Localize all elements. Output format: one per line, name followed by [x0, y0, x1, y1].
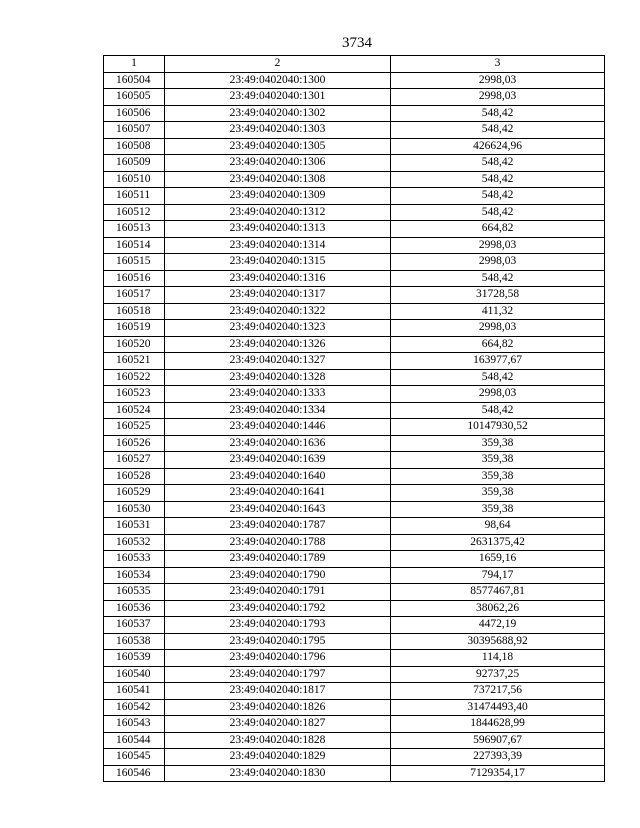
value-cell: 31728,58 [391, 287, 605, 304]
column-header-2: 2 [165, 56, 391, 73]
value-cell: 1844628,99 [391, 716, 605, 733]
value-cell: 2998,03 [391, 320, 605, 337]
value-cell: 92737,25 [391, 666, 605, 683]
table-row [104, 221, 605, 238]
value-cell: 227393,39 [391, 749, 605, 766]
value-cell: 664,82 [391, 221, 605, 238]
cadastral-number-cell: 23:49:0402040:1302 [165, 105, 391, 122]
table-row [104, 138, 605, 155]
table-row [104, 501, 605, 518]
cadastral-number-cell: 23:49:0402040:1333 [165, 386, 391, 403]
table-row [104, 336, 605, 353]
row-number-cell: 160542 [104, 699, 165, 716]
cadastral-number-cell: 23:49:0402040:1827 [165, 716, 391, 733]
value-cell: 548,42 [391, 402, 605, 419]
value-cell: 114,18 [391, 650, 605, 667]
cadastral-number-cell: 23:49:0402040:1300 [165, 72, 391, 89]
value-cell: 31474493,40 [391, 699, 605, 716]
value-cell: 10147930,52 [391, 419, 605, 436]
cadastral-number-cell: 23:49:0402040:1788 [165, 534, 391, 551]
table-row [104, 287, 605, 304]
cadastral-number-cell: 23:49:0402040:1446 [165, 419, 391, 436]
row-number-cell: 160514 [104, 237, 165, 254]
cadastral-number-cell: 23:49:0402040:1791 [165, 584, 391, 601]
table-row [104, 617, 605, 634]
table-row [104, 188, 605, 205]
value-cell: 794,17 [391, 567, 605, 584]
row-number-cell: 160543 [104, 716, 165, 733]
row-number-cell: 160529 [104, 485, 165, 502]
table-row [104, 237, 605, 254]
column-header-3: 3 [391, 56, 605, 73]
registry-table [103, 55, 605, 782]
value-cell: 359,38 [391, 501, 605, 518]
cadastral-number-cell: 23:49:0402040:1793 [165, 617, 391, 634]
row-number-cell: 160508 [104, 138, 165, 155]
table-row [104, 600, 605, 617]
table-row [104, 518, 605, 535]
row-number-cell: 160513 [104, 221, 165, 238]
table-row [104, 122, 605, 139]
row-number-cell: 160525 [104, 419, 165, 436]
cadastral-number-cell: 23:49:0402040:1795 [165, 633, 391, 650]
table-row [104, 353, 605, 370]
table-row [104, 485, 605, 502]
cadastral-number-cell: 23:49:0402040:1301 [165, 89, 391, 106]
row-number-cell: 160530 [104, 501, 165, 518]
cadastral-number-cell: 23:49:0402040:1641 [165, 485, 391, 502]
row-number-cell: 160532 [104, 534, 165, 551]
row-number-cell: 160510 [104, 171, 165, 188]
table-row [104, 72, 605, 89]
value-cell: 411,32 [391, 303, 605, 320]
row-number-cell: 160506 [104, 105, 165, 122]
table-row [104, 204, 605, 221]
cadastral-number-cell: 23:49:0402040:1830 [165, 765, 391, 782]
cadastral-number-cell: 23:49:0402040:1817 [165, 683, 391, 700]
cadastral-number-cell: 23:49:0402040:1317 [165, 287, 391, 304]
row-number-cell: 160545 [104, 749, 165, 766]
table-row [104, 402, 605, 419]
table-row [104, 254, 605, 271]
cadastral-number-cell: 23:49:0402040:1315 [165, 254, 391, 271]
table-row [104, 534, 605, 551]
table-row [104, 452, 605, 469]
value-cell: 8577467,81 [391, 584, 605, 601]
table-body [104, 72, 605, 782]
table-row [104, 716, 605, 733]
value-cell: 548,42 [391, 204, 605, 221]
cadastral-number-cell: 23:49:0402040:1312 [165, 204, 391, 221]
row-number-cell: 160527 [104, 452, 165, 469]
cadastral-number-cell: 23:49:0402040:1314 [165, 237, 391, 254]
row-number-cell: 160546 [104, 765, 165, 782]
table-row [104, 468, 605, 485]
row-number-cell: 160505 [104, 89, 165, 106]
cadastral-number-cell: 23:49:0402040:1790 [165, 567, 391, 584]
value-cell: 548,42 [391, 270, 605, 287]
row-number-cell: 160535 [104, 584, 165, 601]
cadastral-number-cell: 23:49:0402040:1789 [165, 551, 391, 568]
value-cell: 2631375,42 [391, 534, 605, 551]
row-number-cell: 160540 [104, 666, 165, 683]
cadastral-number-cell: 23:49:0402040:1305 [165, 138, 391, 155]
row-number-cell: 160511 [104, 188, 165, 205]
value-cell: 548,42 [391, 105, 605, 122]
cadastral-number-cell: 23:49:0402040:1322 [165, 303, 391, 320]
row-number-cell: 160533 [104, 551, 165, 568]
cadastral-number-cell: 23:49:0402040:1334 [165, 402, 391, 419]
value-cell: 98,64 [391, 518, 605, 535]
table-row [104, 633, 605, 650]
value-cell: 359,38 [391, 452, 605, 469]
table-row [104, 650, 605, 667]
value-cell: 359,38 [391, 468, 605, 485]
column-header-1: 1 [104, 56, 165, 73]
row-number-cell: 160528 [104, 468, 165, 485]
value-cell: 548,42 [391, 171, 605, 188]
row-number-cell: 160544 [104, 732, 165, 749]
value-cell: 2998,03 [391, 254, 605, 271]
row-number-cell: 160531 [104, 518, 165, 535]
row-number-cell: 160520 [104, 336, 165, 353]
table-row [104, 386, 605, 403]
row-number-cell: 160517 [104, 287, 165, 304]
row-number-cell: 160537 [104, 617, 165, 634]
cadastral-number-cell: 23:49:0402040:1316 [165, 270, 391, 287]
table-row [104, 699, 605, 716]
table-row [104, 435, 605, 452]
cadastral-number-cell: 23:49:0402040:1306 [165, 155, 391, 172]
table-row [104, 303, 605, 320]
cadastral-number-cell: 23:49:0402040:1326 [165, 336, 391, 353]
cadastral-number-cell: 23:49:0402040:1323 [165, 320, 391, 337]
value-cell: 548,42 [391, 122, 605, 139]
cadastral-number-cell: 23:49:0402040:1643 [165, 501, 391, 518]
cadastral-number-cell: 23:49:0402040:1636 [165, 435, 391, 452]
value-cell: 2998,03 [391, 72, 605, 89]
table-header-row [104, 56, 605, 73]
row-number-cell: 160519 [104, 320, 165, 337]
cadastral-number-cell: 23:49:0402040:1640 [165, 468, 391, 485]
cadastral-number-cell: 23:49:0402040:1828 [165, 732, 391, 749]
row-number-cell: 160541 [104, 683, 165, 700]
table-row [104, 732, 605, 749]
cadastral-number-cell: 23:49:0402040:1797 [165, 666, 391, 683]
value-cell: 163977,67 [391, 353, 605, 370]
value-cell: 664,82 [391, 336, 605, 353]
row-number-cell: 160538 [104, 633, 165, 650]
table-row [104, 105, 605, 122]
value-cell: 7129354,17 [391, 765, 605, 782]
row-number-cell: 160515 [104, 254, 165, 271]
value-cell: 2998,03 [391, 89, 605, 106]
row-number-cell: 160534 [104, 567, 165, 584]
cadastral-number-cell: 23:49:0402040:1327 [165, 353, 391, 370]
value-cell: 548,42 [391, 188, 605, 205]
row-number-cell: 160507 [104, 122, 165, 139]
table-row [104, 369, 605, 386]
cadastral-number-cell: 23:49:0402040:1313 [165, 221, 391, 238]
cadastral-number-cell: 23:49:0402040:1328 [165, 369, 391, 386]
page-number: 3734 [342, 35, 372, 51]
table-row [104, 155, 605, 172]
table-row [104, 749, 605, 766]
row-number-cell: 160522 [104, 369, 165, 386]
value-cell: 4472,19 [391, 617, 605, 634]
value-cell: 2998,03 [391, 237, 605, 254]
table-row [104, 551, 605, 568]
row-number-cell: 160518 [104, 303, 165, 320]
table-row [104, 584, 605, 601]
row-number-cell: 160521 [104, 353, 165, 370]
row-number-cell: 160536 [104, 600, 165, 617]
value-cell: 359,38 [391, 485, 605, 502]
value-cell: 548,42 [391, 155, 605, 172]
value-cell: 38062,26 [391, 600, 605, 617]
value-cell: 359,38 [391, 435, 605, 452]
row-number-cell: 160516 [104, 270, 165, 287]
table-row [104, 320, 605, 337]
table-row [104, 765, 605, 782]
row-number-cell: 160539 [104, 650, 165, 667]
table-row [104, 171, 605, 188]
value-cell: 426624,96 [391, 138, 605, 155]
cadastral-number-cell: 23:49:0402040:1792 [165, 600, 391, 617]
table-row [104, 683, 605, 700]
cadastral-number-cell: 23:49:0402040:1787 [165, 518, 391, 535]
table-row [104, 666, 605, 683]
cadastral-number-cell: 23:49:0402040:1303 [165, 122, 391, 139]
cadastral-number-cell: 23:49:0402040:1309 [165, 188, 391, 205]
row-number-cell: 160512 [104, 204, 165, 221]
cadastral-number-cell: 23:49:0402040:1308 [165, 171, 391, 188]
cadastral-number-cell: 23:49:0402040:1639 [165, 452, 391, 469]
value-cell: 548,42 [391, 369, 605, 386]
value-cell: 737217,56 [391, 683, 605, 700]
value-cell: 1659,16 [391, 551, 605, 568]
value-cell: 596907,67 [391, 732, 605, 749]
row-number-cell: 160524 [104, 402, 165, 419]
value-cell: 2998,03 [391, 386, 605, 403]
row-number-cell: 160504 [104, 72, 165, 89]
table-row [104, 567, 605, 584]
row-number-cell: 160523 [104, 386, 165, 403]
table-row [104, 419, 605, 436]
cadastral-number-cell: 23:49:0402040:1829 [165, 749, 391, 766]
row-number-cell: 160526 [104, 435, 165, 452]
cadastral-number-cell: 23:49:0402040:1826 [165, 699, 391, 716]
cadastral-number-cell: 23:49:0402040:1796 [165, 650, 391, 667]
table-row [104, 89, 605, 106]
table-row [104, 270, 605, 287]
row-number-cell: 160509 [104, 155, 165, 172]
value-cell: 30395688,92 [391, 633, 605, 650]
